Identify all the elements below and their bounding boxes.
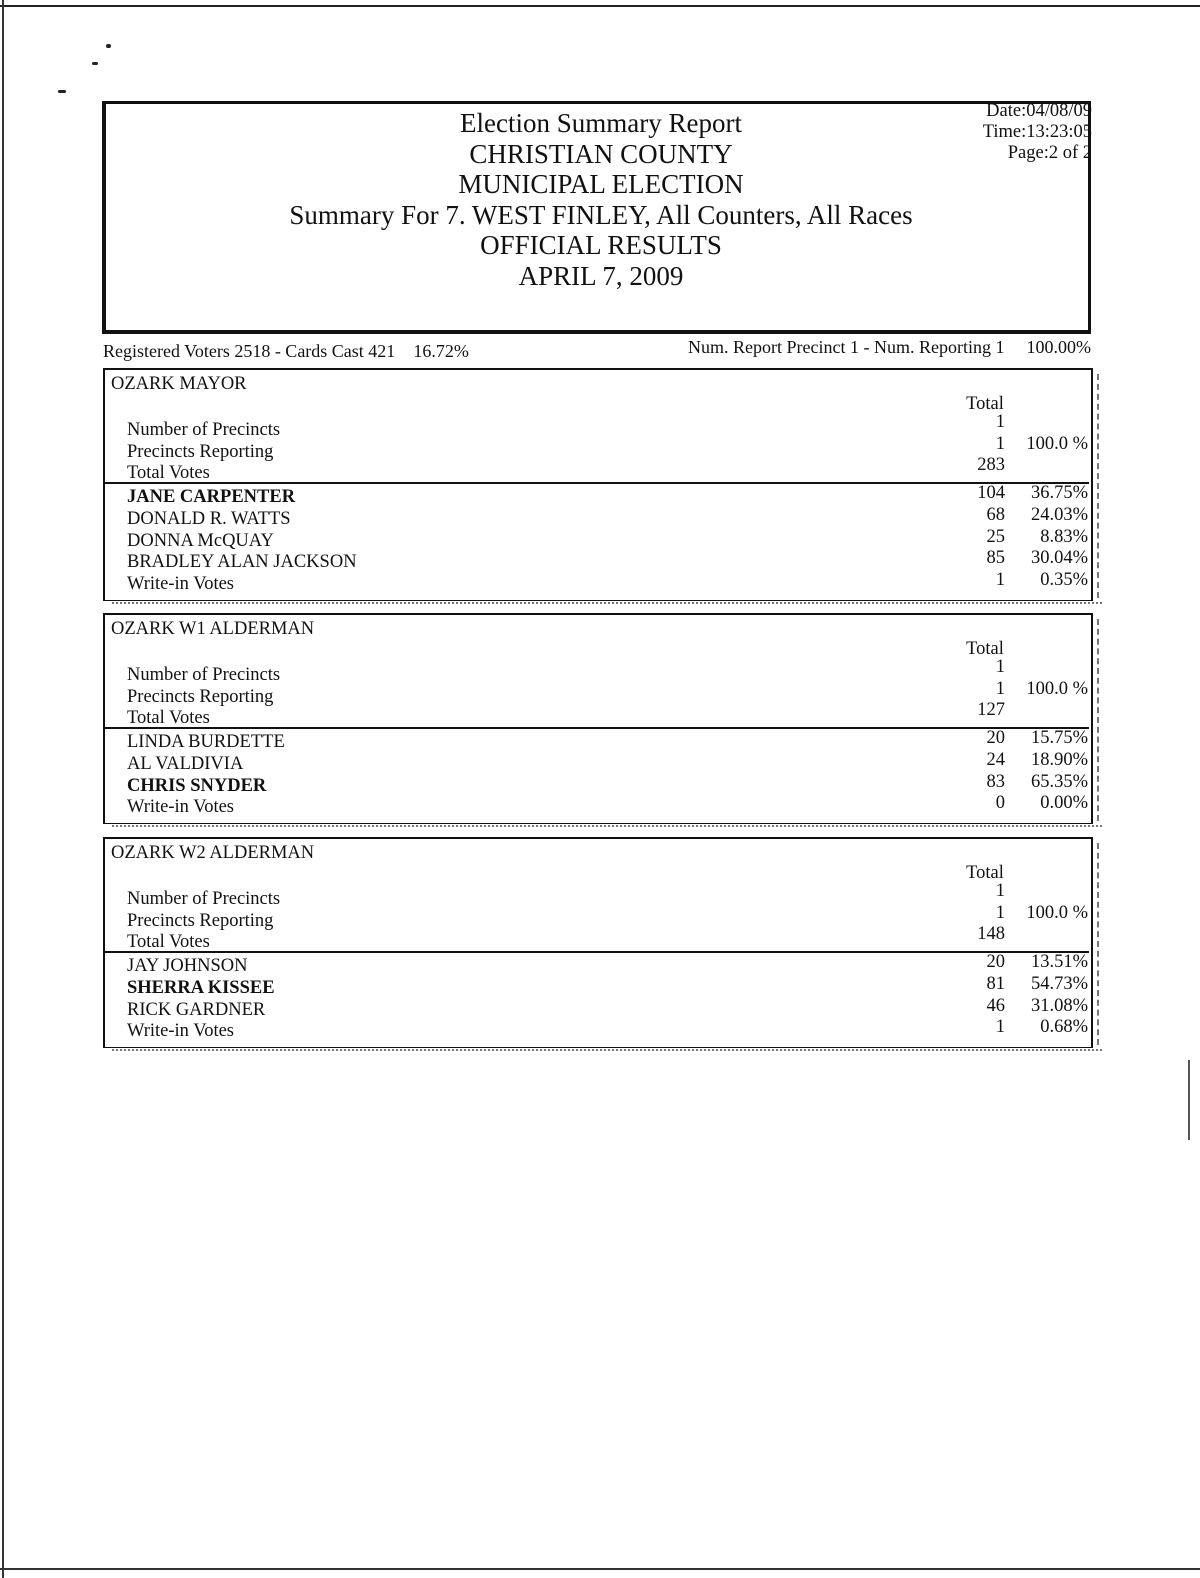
race-title: OZARK MAYOR	[111, 374, 247, 394]
candidate-votes: 0	[995, 793, 1005, 814]
candidate-votes: 20	[986, 952, 1005, 973]
scan-edge-bottom	[0, 1568, 1200, 1570]
candidate-label: BRADLEY ALAN JACKSON	[127, 552, 357, 573]
candidate-label: LINDA BURDETTE	[127, 732, 285, 753]
candidate-label: JANE CARPENTER	[127, 487, 296, 508]
number-of-precincts-label: Number of Precincts	[127, 889, 281, 909]
precincts-reporting-label: Precincts Reporting	[127, 441, 274, 462]
summary-scope: Summary For 7. WEST FINLEY, All Counters, All Races	[289, 199, 913, 230]
precincts-reporting-percent: 100.0 %	[1026, 433, 1088, 454]
precincts-reporting-percent: 100.0 %	[1026, 678, 1088, 699]
candidate-percent: 15.75%	[1030, 728, 1088, 749]
candidate-row	[127, 749, 1091, 776]
candidate-votes: 1	[995, 1017, 1005, 1038]
candidate-percent: 31.08%	[1030, 995, 1088, 1016]
candidate-row	[127, 952, 1091, 978]
report-header	[102, 101, 1091, 334]
number-of-precincts-row	[127, 420, 1091, 442]
candidate-label: RICK GARDNER	[127, 999, 266, 1020]
race-divider	[105, 482, 1089, 484]
race-box-shadow-line	[112, 1049, 1102, 1051]
race-divider	[105, 951, 1089, 953]
candidate-percent: 24.03%	[1030, 504, 1088, 525]
race-box	[103, 837, 1093, 1048]
race-box	[103, 368, 1093, 601]
candidate-label: DONALD R. WATTS	[127, 508, 291, 529]
scan-speck	[106, 44, 111, 48]
precincts-reporting-value: 1	[995, 678, 1005, 699]
report-date: Date:04/08/09	[986, 101, 1092, 121]
candidate-row	[127, 483, 1091, 509]
total-column-header: Total	[966, 394, 1004, 414]
precincts-reporting-summary	[688, 337, 1091, 358]
total-votes-label: Total Votes	[127, 708, 210, 729]
candidate-votes: 104	[977, 483, 1005, 504]
number-of-precincts-row	[127, 889, 1091, 911]
total-votes-label: Total Votes	[127, 463, 210, 484]
registered-voters-text: Registered Voters 2518 - Cards Cast 421	[103, 341, 396, 361]
precincts-reporting-row	[127, 433, 1091, 464]
candidate-votes: 24	[986, 749, 1005, 770]
total-votes-value: 127	[977, 700, 1005, 721]
total-votes-value: 148	[977, 924, 1005, 945]
candidate-label: Write-in Votes	[127, 1021, 234, 1042]
candidate-votes: 83	[986, 771, 1005, 792]
precincts-reporting-value: 1	[995, 433, 1005, 454]
scan-edge-top	[0, 5, 1200, 7]
precincts-reporting-row	[127, 678, 1091, 709]
candidate-percent: 65.35%	[1030, 771, 1088, 792]
candidate-label: Write-in Votes	[127, 573, 234, 594]
candidate-percent: 0.68%	[1040, 1017, 1088, 1038]
scan-edge-left	[2, 0, 4, 1578]
report-title: Election Summary Report	[460, 108, 742, 138]
election-name: MUNICIPAL ELECTION	[458, 169, 744, 199]
candidate-label: AL VALDIVIA	[127, 753, 244, 774]
candidate-label: Write-in Votes	[127, 797, 234, 818]
candidate-row	[127, 548, 1091, 574]
number-of-precincts-label: Number of Precincts	[127, 665, 281, 685]
header-title-block	[106, 108, 1096, 291]
candidate-percent: 13.51%	[1030, 952, 1088, 973]
race-divider	[105, 727, 1089, 729]
race-box	[103, 613, 1093, 824]
candidate-label: CHRIS SNYDER	[127, 775, 267, 796]
number-of-precincts-value: 1	[995, 412, 1005, 432]
race-box-shadow-line	[112, 602, 1102, 604]
candidate-label: SHERRA KISSEE	[127, 977, 275, 998]
candidate-row	[127, 1017, 1091, 1043]
results-status: OFFICIAL RESULTS	[480, 230, 722, 260]
election-date: APRIL 7, 2009	[518, 260, 684, 291]
scan-speck	[58, 90, 66, 93]
number-of-precincts-value: 1	[995, 881, 1005, 901]
candidate-row	[127, 973, 1091, 1000]
candidate-votes: 85	[986, 548, 1005, 569]
number-of-precincts-row	[127, 665, 1091, 687]
candidate-votes: 81	[986, 973, 1005, 994]
candidate-label: DONNA McQUAY	[127, 530, 274, 551]
reporting-text: Num. Report Precinct 1 - Num. Reporting 1	[688, 337, 1005, 357]
candidate-label: JAY JOHNSON	[127, 956, 248, 977]
total-votes-value: 283	[977, 455, 1005, 476]
candidate-percent: 36.75%	[1030, 483, 1088, 504]
candidate-row	[127, 526, 1091, 553]
reporting-percent: 100.00%	[1026, 337, 1091, 357]
precincts-reporting-label: Precincts Reporting	[127, 910, 274, 931]
total-column-header: Total	[966, 863, 1004, 883]
precincts-reporting-label: Precincts Reporting	[127, 686, 274, 707]
total-column-header: Total	[966, 639, 1004, 659]
candidate-row	[127, 504, 1091, 531]
turnout-percent: 16.72%	[413, 341, 469, 361]
county-name: CHRISTIAN COUNTY	[469, 138, 733, 169]
race-box-shadow-line	[112, 825, 1102, 827]
candidate-row	[127, 771, 1091, 798]
turnout-summary	[103, 337, 1091, 361]
total-votes-label: Total Votes	[127, 932, 210, 953]
candidate-row	[127, 793, 1091, 819]
registered-voters	[103, 341, 469, 362]
report-time: Time:13:23:05	[982, 122, 1092, 142]
candidate-percent: 8.83%	[1040, 526, 1088, 547]
candidate-percent: 54.73%	[1030, 973, 1088, 994]
race-title: OZARK W1 ALDERMAN	[111, 619, 315, 639]
precincts-reporting-row	[127, 902, 1091, 933]
candidate-votes: 25	[986, 526, 1005, 547]
candidate-votes: 68	[986, 504, 1005, 525]
number-of-precincts-label: Number of Precincts	[127, 420, 281, 440]
precincts-reporting-value: 1	[995, 902, 1005, 923]
candidate-votes: 1	[995, 569, 1005, 590]
number-of-precincts-value: 1	[995, 657, 1005, 677]
race-title: OZARK W2 ALDERMAN	[111, 843, 315, 863]
page-number: Page:2 of 2	[1007, 143, 1092, 163]
candidate-votes: 20	[986, 728, 1005, 749]
candidate-percent: 18.90%	[1030, 749, 1088, 770]
candidate-row	[127, 995, 1091, 1022]
candidate-row	[127, 728, 1091, 754]
candidate-row	[127, 569, 1091, 596]
candidate-votes: 46	[986, 995, 1005, 1016]
report-meta	[983, 101, 1092, 164]
scan-edge-right	[1188, 1060, 1190, 1140]
candidate-percent: 0.35%	[1040, 569, 1088, 590]
precincts-reporting-percent: 100.0 %	[1026, 902, 1088, 923]
candidate-percent: 0.00%	[1040, 793, 1088, 814]
candidate-percent: 30.04%	[1030, 548, 1088, 569]
scan-speck	[92, 62, 98, 65]
